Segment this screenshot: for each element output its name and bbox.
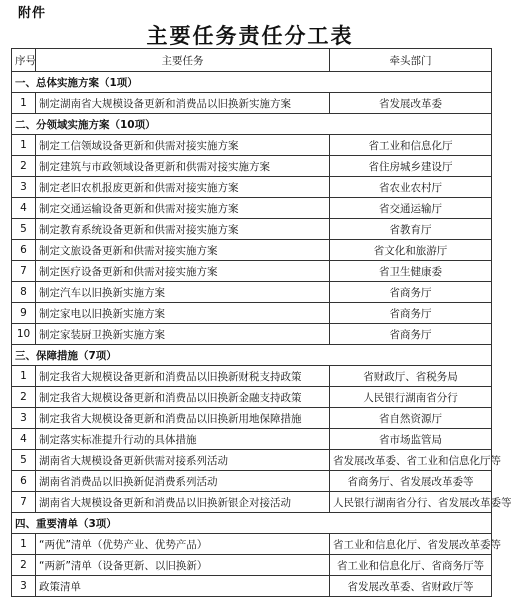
row-number: 8 <box>12 282 36 303</box>
section-heading: 一、总体实施方案（1项） <box>12 72 492 93</box>
row-task: 湖南省大规模设备更新供需对接系列活动 <box>36 450 330 471</box>
row-task: 制定我省大规模设备更新和消费品以旧换新用地保障措施 <box>36 408 330 429</box>
row-number: 1 <box>12 93 36 114</box>
row-task: 制定我省大规模设备更新和消费品以旧换新财税支持政策 <box>36 366 330 387</box>
row-number: 5 <box>12 219 36 240</box>
row-task: “两新”清单（设备更新、以旧换新） <box>36 555 330 576</box>
row-number: 9 <box>12 303 36 324</box>
table-row <box>12 240 492 261</box>
section-heading: 三、保障措施（7项） <box>12 345 492 366</box>
page-title: 主要任务责任分工表 <box>146 24 354 48</box>
row-number: 6 <box>12 240 36 261</box>
table-row <box>12 555 492 576</box>
section-row <box>12 513 492 534</box>
table-header-row <box>12 49 492 72</box>
row-number: 1 <box>12 366 36 387</box>
row-dept: 省发展改革委 <box>330 93 492 114</box>
row-dept: 省发展改革委、省工业和信息化厅等 <box>330 450 492 471</box>
table-row <box>12 366 492 387</box>
row-number: 2 <box>12 387 36 408</box>
table-row <box>12 576 492 597</box>
row-task: 制定我省大规模设备更新和消费品以旧换新金融支持政策 <box>36 387 330 408</box>
table-row <box>12 471 492 492</box>
row-number: 7 <box>12 492 36 513</box>
row-task: 湖南省消费品以旧换新促消费系列活动 <box>36 471 330 492</box>
header-dept: 牵头部门 <box>330 49 492 72</box>
header-task: 主要任务 <box>36 49 330 72</box>
row-dept: 人民银行湖南省分行、省发展改革委等 <box>330 492 492 513</box>
table-row <box>12 303 492 324</box>
row-task: 政策清单 <box>36 576 330 597</box>
row-dept: 省教育厅 <box>330 219 492 240</box>
annex-label: 附件 <box>18 6 47 21</box>
row-number: 3 <box>12 177 36 198</box>
section-heading: 四、重要清单（3项） <box>12 513 492 534</box>
row-dept: 省商务厅 <box>330 324 492 345</box>
row-dept: 人民银行湖南省分行 <box>330 387 492 408</box>
row-dept: 省工业和信息化厅 <box>330 135 492 156</box>
row-task: 湖南省大规模设备更新和消费品以旧换新银企对接活动 <box>36 492 330 513</box>
table-row <box>12 324 492 345</box>
row-number: 6 <box>12 471 36 492</box>
table-row <box>12 93 492 114</box>
row-task: “两优”清单（优势产业、优势产品） <box>36 534 330 555</box>
section-row <box>12 345 492 366</box>
row-task: 制定落实标准提升行动的具体措施 <box>36 429 330 450</box>
row-dept: 省商务厅、省发展改革委等 <box>330 471 492 492</box>
row-dept: 省发展改革委、省财政厅等 <box>330 576 492 597</box>
row-dept: 省交通运输厅 <box>330 198 492 219</box>
section-heading: 二、分领域实施方案（10项） <box>12 114 492 135</box>
section-row <box>12 72 492 93</box>
task-table <box>11 48 512 597</box>
row-dept: 省财政厅、省税务局 <box>330 366 492 387</box>
table-row <box>12 534 492 555</box>
row-dept: 省商务厅 <box>330 303 492 324</box>
row-dept: 省文化和旅游厅 <box>330 240 492 261</box>
section-row <box>12 114 492 135</box>
row-dept: 省市场监管局 <box>330 429 492 450</box>
row-number: 1 <box>12 135 36 156</box>
table-row <box>12 198 492 219</box>
row-task: 制定汽车以旧换新实施方案 <box>36 282 330 303</box>
row-task: 制定建筑与市政领域设备更新和供需对接实施方案 <box>36 156 330 177</box>
row-task: 制定教育系统设备更新和供需对接实施方案 <box>36 219 330 240</box>
table-row <box>12 387 492 408</box>
row-task: 制定交通运输设备更新和供需对接实施方案 <box>36 198 330 219</box>
row-dept: 省农业农村厅 <box>330 177 492 198</box>
row-number: 3 <box>12 408 36 429</box>
table-row <box>12 450 492 471</box>
table-row <box>12 219 492 240</box>
table-row <box>12 492 492 513</box>
row-task: 制定文旅设备更新和供需对接实施方案 <box>36 240 330 261</box>
row-dept: 省住房城乡建设厅 <box>330 156 492 177</box>
row-number: 4 <box>12 198 36 219</box>
row-number: 4 <box>12 429 36 450</box>
row-dept: 省商务厅 <box>330 282 492 303</box>
table-row <box>12 408 492 429</box>
table-row <box>12 261 492 282</box>
row-task: 制定老旧农机报废更新和供需对接实施方案 <box>36 177 330 198</box>
row-number: 5 <box>12 450 36 471</box>
row-dept: 省工业和信息化厅、省商务厅等 <box>330 555 492 576</box>
table-row <box>12 177 492 198</box>
row-dept: 省卫生健康委 <box>330 261 492 282</box>
row-dept: 省工业和信息化厅、省发展改革委等 <box>330 534 492 555</box>
header-seq: 序号 <box>12 49 36 72</box>
row-task: 制定湖南省大规模设备更新和消费品以旧换新实施方案 <box>36 93 330 114</box>
row-number: 7 <box>12 261 36 282</box>
row-task: 制定家装厨卫换新实施方案 <box>36 324 330 345</box>
table-body <box>12 72 512 597</box>
table-row <box>12 156 492 177</box>
table-row <box>12 429 492 450</box>
row-number: 2 <box>12 555 36 576</box>
row-number: 1 <box>12 534 36 555</box>
row-number: 3 <box>12 576 36 597</box>
row-task: 制定工信领域设备更新和供需对接实施方案 <box>36 135 330 156</box>
row-dept: 省自然资源厅 <box>330 408 492 429</box>
row-number: 10 <box>12 324 36 345</box>
table-row <box>12 135 492 156</box>
row-task: 制定家电以旧换新实施方案 <box>36 303 330 324</box>
row-task: 制定医疗设备更新和供需对接实施方案 <box>36 261 330 282</box>
table-row <box>12 282 492 303</box>
row-number: 2 <box>12 156 36 177</box>
